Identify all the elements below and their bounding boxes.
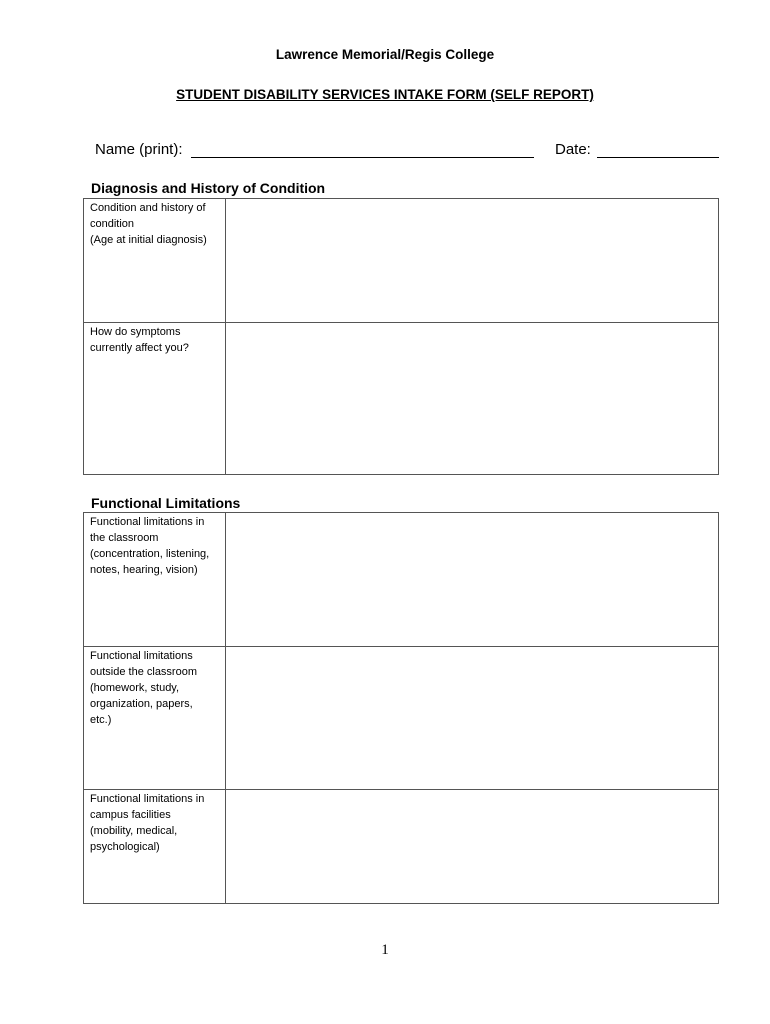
row-label: Condition and history of condition (Age at initial diagnosis) bbox=[90, 202, 207, 246]
row-label: Functional limitations outside the classroom (homework, study, organization, papers, etc.) bbox=[90, 650, 197, 726]
date-label: Date: bbox=[555, 141, 591, 158]
answer-cell-symptoms[interactable] bbox=[226, 323, 719, 475]
row-label: Functional limitations in the classroom (concentration, listening, notes, hearing, vision) bbox=[90, 516, 210, 576]
name-field-row bbox=[95, 141, 534, 158]
row-label: How do symptoms currently affect you? bbox=[90, 326, 189, 354]
functional-limitations-table bbox=[83, 512, 719, 904]
date-field-row bbox=[555, 141, 719, 158]
college-name: Lawrence Memorial/Regis College bbox=[275, 47, 495, 62]
table-row bbox=[84, 790, 719, 904]
name-label: Name (print): bbox=[95, 141, 183, 158]
row-label-cell bbox=[84, 199, 226, 323]
answer-cell-classroom[interactable] bbox=[226, 513, 719, 647]
row-label-cell bbox=[84, 790, 226, 904]
answer-cell-campus-facilities[interactable] bbox=[226, 790, 719, 904]
table-row bbox=[84, 647, 719, 790]
row-label-cell bbox=[84, 647, 226, 790]
answer-cell-condition-history[interactable] bbox=[226, 199, 719, 323]
diagnosis-table bbox=[83, 198, 719, 475]
form-title: STUDENT DISABILITY SERVICES INTAKE FORM (SELF REPORT) bbox=[176, 87, 594, 102]
row-label-cell bbox=[84, 323, 226, 475]
answer-cell-outside-classroom[interactable] bbox=[226, 647, 719, 790]
table-row bbox=[84, 323, 719, 475]
table-row bbox=[84, 513, 719, 647]
table-row bbox=[84, 199, 719, 323]
row-label-cell bbox=[84, 513, 226, 647]
name-input-line[interactable] bbox=[191, 141, 534, 158]
row-label: Functional limitations in campus facilities (mobility, medical, psychological) bbox=[90, 793, 205, 853]
date-input-line[interactable] bbox=[597, 141, 719, 158]
section-heading-diagnosis: Diagnosis and History of Condition bbox=[91, 180, 326, 196]
page-number: 1 bbox=[381, 942, 389, 958]
section-heading-functional: Functional Limitations bbox=[91, 495, 241, 511]
